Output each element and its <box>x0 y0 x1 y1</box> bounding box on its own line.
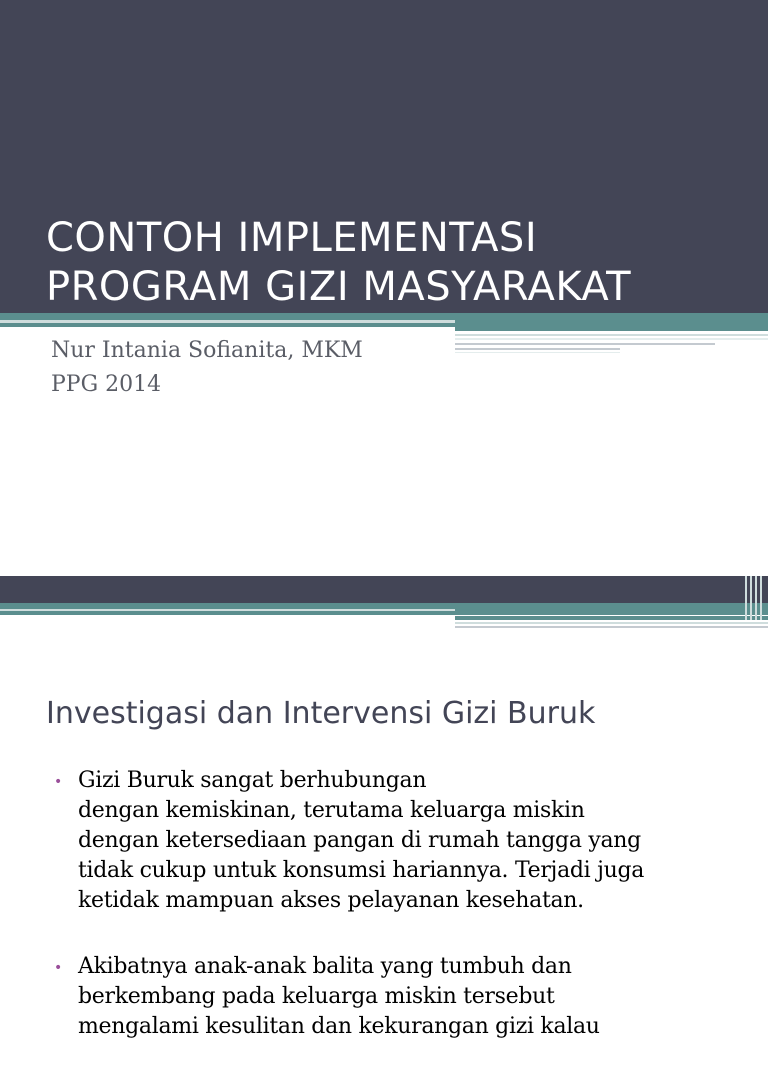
bullet-list <box>54 766 744 1078</box>
author-name: Nur Intania Sofianita, MKM <box>51 338 363 363</box>
bullet-item <box>54 766 744 916</box>
bullet-line: dengan ketersediaan pangan di rumah tangga yang <box>78 828 641 853</box>
bullet-line: Gizi Buruk sangat berhubungan <box>78 768 427 793</box>
bullet-line: ketidak mampuan akses pelayanan kesehatan. <box>78 888 584 913</box>
bullet-item <box>54 952 744 1042</box>
bullet-dot: • <box>54 774 63 790</box>
bullet-line: tidak cukup untuk konsumsi hariannya. Terjadi juga <box>78 858 645 883</box>
slide-subtitle <box>51 334 363 402</box>
header-band <box>0 576 768 603</box>
content-slide <box>0 576 768 1039</box>
bullet-line: mengalami kesulitan dan kekurangan gizi kalau <box>78 1014 600 1039</box>
slide-title <box>46 214 746 312</box>
bullet-line: berkembang pada keluarga miskin tersebut <box>78 984 555 1009</box>
slide-title-line-2: PROGRAM GIZI MASYARAKAT <box>46 264 632 310</box>
slide-title-line-1: CONTOH IMPLEMENTASI <box>46 215 538 261</box>
bullet-dot: • <box>54 960 63 976</box>
event-label: PPG 2014 <box>51 372 162 397</box>
bullet-line: dengan kemiskinan, terutama keluarga miskin <box>78 798 585 823</box>
bullet-line: Akibatnya anak-anak balita yang tumbuh dan <box>78 954 572 979</box>
slide-heading: Investigasi dan Intervensi Gizi Buruk <box>46 696 596 731</box>
